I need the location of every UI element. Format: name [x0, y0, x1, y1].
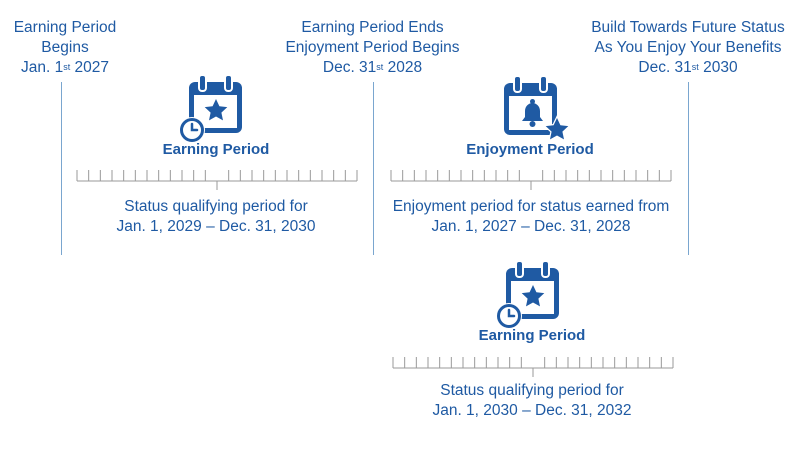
milestone-date: Jan. 1st 2027 [20, 59, 110, 76]
timeline-ruler-2 [390, 161, 672, 191]
milestone-line2: Begins [41, 39, 89, 56]
period-label-earning-2: Earning Period [478, 327, 586, 344]
milestone-future-status [578, 18, 798, 78]
period-caption-earning-2: Status qualifying period for Jan. 1, 2030 – Dec. 31, 2032 [432, 382, 632, 419]
period-caption-enjoyment: Enjoyment period for status earned from Jan. 1, 2027 – Dec. 31, 2028 [392, 198, 670, 235]
timeline-ruler-3 [392, 348, 674, 378]
milestone-line1: Earning Period Ends [301, 19, 444, 36]
milestone-earning-ends [270, 18, 475, 78]
calendar-star-clock-icon [493, 258, 565, 330]
milestone-earning-begins [5, 18, 125, 78]
period-label-enjoyment: Enjoyment Period [466, 141, 594, 158]
calendar-star-clock-icon [176, 72, 248, 144]
milestone-line2: Enjoyment Period Begins [285, 39, 460, 56]
milestone-date: Dec. 31st 2030 [638, 59, 738, 76]
milestone-line2: As You Enjoy Your Benefits [594, 39, 782, 56]
period-label-earning-1: Earning Period [162, 141, 270, 158]
milestone-line-left [61, 82, 62, 255]
period-caption-earning-1: Status qualifying period for Jan. 1, 2029 – Dec. 31, 2030 [116, 198, 316, 235]
milestone-line1: Earning Period [13, 19, 117, 36]
calendar-bell-star-icon [498, 74, 572, 146]
timeline-ruler-1 [76, 161, 358, 191]
milestone-date: Dec. 31st 2028 [322, 59, 423, 76]
milestone-line1: Build Towards Future Status [591, 19, 785, 36]
